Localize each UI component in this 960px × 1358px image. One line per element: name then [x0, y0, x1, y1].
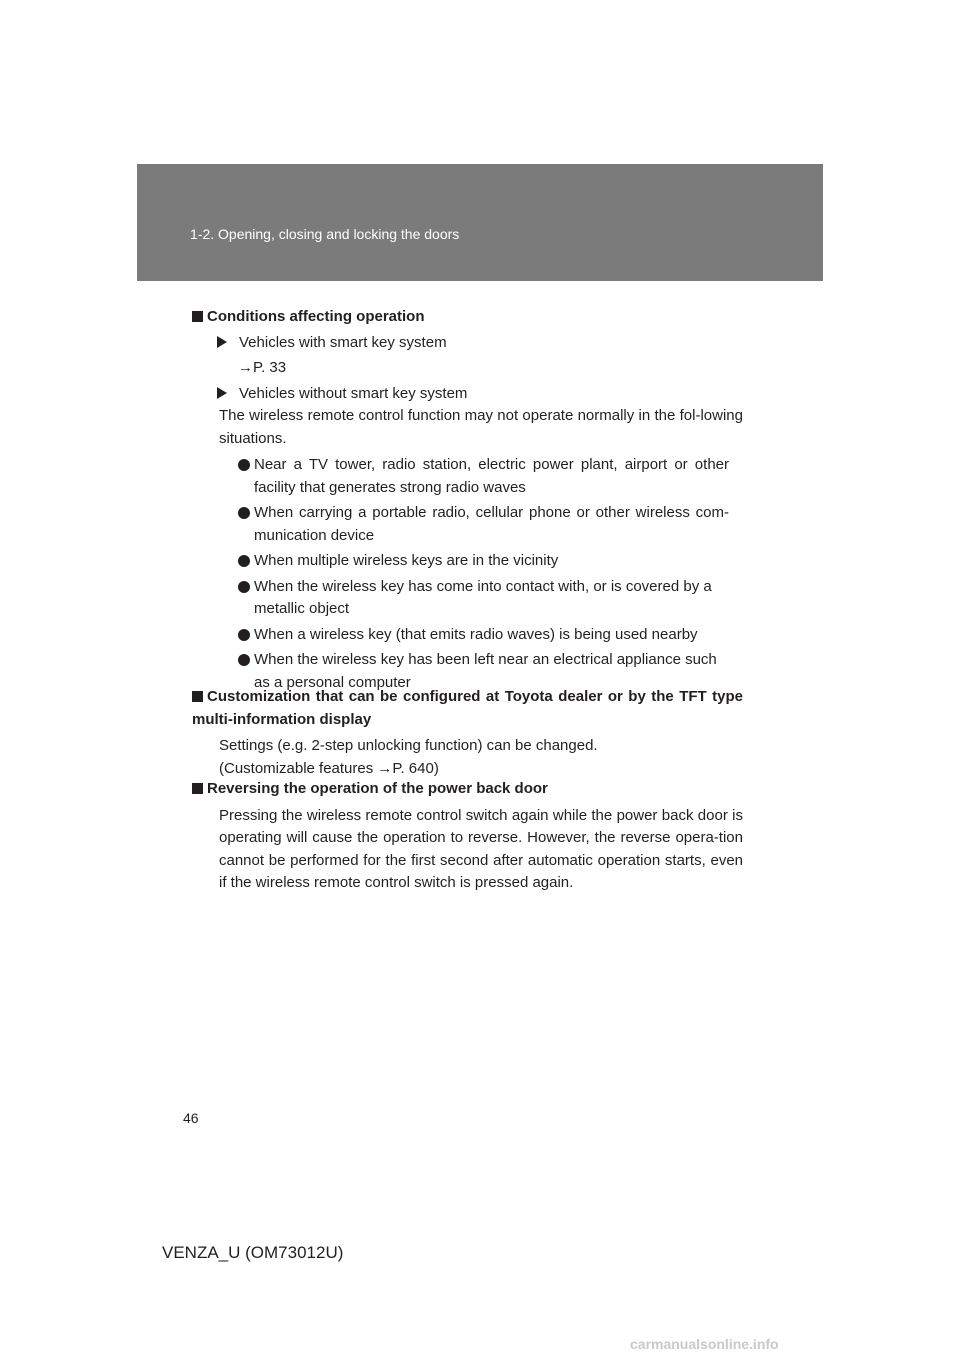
list-item-text: When the wireless key has come into contact with, or is covered by a metallic object	[254, 577, 712, 617]
round-bullet-icon	[238, 654, 250, 666]
power-back-door-paragraph: Pressing the wireless remote control switch again while the power back door is operating will cause the operation to reverse. However, the reverse opera-tion cannot be performed for the first second after automatic operation starts, even if the wireless remote control switch is pressed again.	[219, 806, 743, 891]
section-heading-text: Conditions affecting operation	[207, 308, 425, 325]
list-item-text: When carrying a portable radio, cellular phone or other wireless com-munication device	[254, 504, 729, 544]
watermark: carmanualsonline.info	[630, 1336, 779, 1352]
square-bullet-icon	[192, 691, 203, 702]
round-bullet-icon	[238, 507, 250, 519]
list-item-text: When the wireless key has been left near an electrical appliance such as a personal computer	[254, 651, 717, 691]
round-bullet-icon	[238, 459, 250, 471]
section-header-bar	[137, 164, 823, 281]
list-item	[219, 550, 729, 573]
section-heading	[192, 778, 743, 801]
smart-key-ref: →P. 33	[238, 359, 287, 376]
document-footer: VENZA_U (OM73012U)	[162, 1243, 344, 1262]
round-bullet-icon	[238, 555, 250, 567]
list-item	[219, 502, 729, 547]
intro-paragraph: The wireless remote control function may not operate normally in the fol-lowing situations.	[219, 407, 743, 447]
no-smart-key-label: Vehicles without smart key system	[239, 384, 468, 402]
section-heading-text: Reversing the operation of the power back door	[207, 780, 548, 797]
list-item	[219, 624, 729, 647]
page-number: 46	[183, 1110, 199, 1126]
section-heading	[192, 686, 743, 731]
section-conditions	[203, 306, 743, 694]
smart-key-label-line	[217, 332, 743, 355]
section-customization	[192, 686, 743, 780]
list-item-text: When a wireless key (that emits radio waves) is being used nearby	[254, 625, 698, 643]
list-item	[219, 454, 729, 499]
round-bullet-icon	[238, 581, 250, 593]
triangle-marker-icon	[217, 387, 227, 399]
square-bullet-icon	[192, 311, 203, 322]
triangle-marker-icon	[217, 336, 227, 348]
section-heading	[192, 306, 743, 329]
no-smart-key-label-line	[217, 383, 743, 406]
section-power-back-door	[203, 778, 743, 895]
section-heading-text: Customization that can be configured at Toyota dealer or by the TFT type multi-information display	[192, 688, 743, 728]
list-item-text: When multiple wireless keys are in the vicinity	[254, 552, 559, 569]
list-item	[219, 576, 729, 621]
smart-key-label: Vehicles with smart key system	[239, 333, 447, 351]
customization-line-2: (Customizable features →P. 640)	[219, 759, 439, 777]
round-bullet-icon	[238, 629, 250, 641]
bullet-list	[219, 454, 729, 694]
square-bullet-icon	[192, 783, 203, 794]
section-title: 1-2. Opening, closing and locking the doors	[190, 226, 460, 242]
customization-line-1: Settings (e.g. 2-step unlocking function) can be changed.	[219, 737, 598, 754]
list-item-text: Near a TV tower, radio station, electric power plant, airport or other facility that generates strong radio waves	[254, 456, 729, 496]
